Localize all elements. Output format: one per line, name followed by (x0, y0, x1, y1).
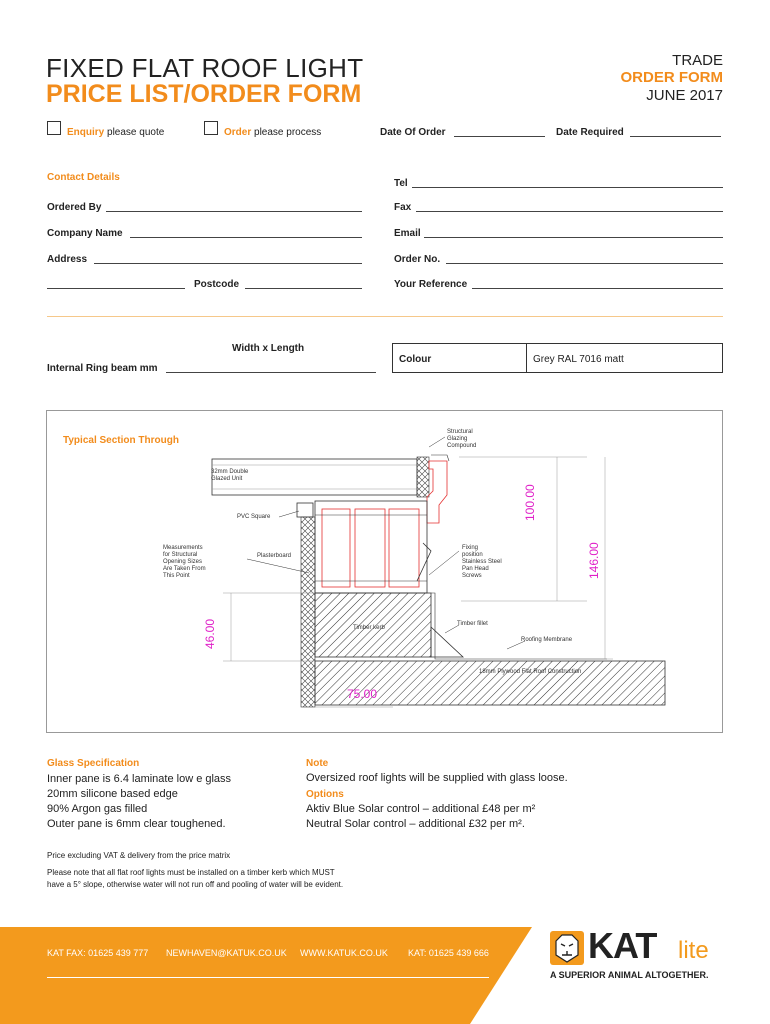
pvc-square-shape (297, 503, 313, 517)
drawing-title: Typical Section Through (63, 435, 179, 446)
timber-fillet-shape (431, 627, 463, 657)
footer-rule (47, 977, 489, 978)
company-name-field[interactable] (130, 237, 362, 238)
ordered-by-label: Ordered By (47, 202, 102, 213)
order-no-field[interactable] (446, 263, 723, 264)
tel-field[interactable] (412, 187, 723, 188)
footnote-kerb-2: have a 5° slope, otherwise water will not run off and pooling of water will be evident. (47, 880, 344, 889)
glass-spec-line: Outer pane is 6mm clear toughened. (47, 818, 226, 830)
note-heading: Note (306, 758, 329, 769)
label-measurements: Measurements for Structural Opening Sizes Are Taken From This Point (163, 545, 206, 579)
date-label: JUNE 2017 (646, 87, 723, 104)
options-heading: Options (306, 789, 344, 800)
glass-spec-line: 90% Argon gas filled (47, 803, 148, 815)
order-no-label: Order No. (394, 254, 441, 265)
dim-100: 100.00 (523, 484, 537, 521)
katlite-logo (550, 927, 724, 975)
section-svg (47, 411, 722, 732)
colour-value: Grey RAL 7016 matt (533, 354, 624, 365)
label-timber-fillet: Timber fillet (457, 621, 488, 627)
footer (0, 927, 770, 1024)
email-field[interactable] (424, 237, 723, 238)
postcode-field[interactable] (245, 288, 362, 289)
label-structural-glazing: Structural Glazing Compound (447, 429, 477, 449)
address-line2-field[interactable] (47, 288, 185, 289)
your-reference-label: Your Reference (394, 279, 468, 290)
footer-tagline: A SUPERIOR ANIMAL ALTOGETHER. (550, 970, 709, 980)
fax-field[interactable] (416, 211, 723, 212)
ordered-by-field[interactable] (106, 211, 362, 212)
date-of-order-field[interactable] (454, 136, 545, 137)
dim-75: 75.00 (347, 687, 378, 701)
contact-details-heading: Contact Details (47, 172, 120, 183)
trade-label: TRADE (672, 52, 723, 69)
glass-spec-heading: Glass Specification (47, 758, 140, 769)
dim-46: 46.00 (203, 618, 217, 649)
order-form-label: ORDER FORM (620, 69, 723, 86)
tiger-icon (550, 931, 584, 965)
enquiry-checkbox[interactable] (47, 121, 61, 135)
dim-146: 146.00 (587, 542, 601, 579)
page-title-line2: PRICE LIST/ORDER FORM (46, 80, 362, 108)
logo-kat: KAT (588, 925, 657, 966)
fax-label: Fax (394, 202, 412, 213)
note-text: Oversized roof lights will be supplied with glass loose. (306, 772, 568, 784)
company-name-label: Company Name (47, 228, 123, 239)
logo-lite: lite (678, 937, 709, 964)
address-label: Address (47, 254, 88, 265)
date-required-field[interactable] (630, 136, 721, 137)
internal-ring-field[interactable] (166, 372, 376, 373)
label-plywood: 18mm Plywood Flat Roof Construction (479, 669, 582, 675)
glass-spec-list (47, 772, 231, 832)
postcode-label: Postcode (194, 279, 240, 290)
option-neutral: Neutral Solar control – additional £32 per m². (306, 818, 525, 830)
address-field[interactable] (94, 263, 362, 264)
glass-spec-line: Inner pane is 6.4 laminate low e glass (47, 773, 232, 785)
order-checkbox[interactable] (204, 121, 218, 135)
option-aktiv-blue: Aktiv Blue Solar control – additional £48 per m² (306, 803, 536, 815)
email-label: Email (394, 228, 421, 239)
label-fixing: Fixing position Stainless Steel Pan Head Screws (462, 545, 502, 579)
width-length-label: Width x Length (232, 343, 305, 354)
plasterboard-shape (301, 517, 315, 707)
your-reference-field[interactable] (472, 288, 723, 289)
footer-website[interactable]: WWW.KATUK.CO.UK (300, 948, 388, 958)
footer-tel: KAT: 01625 439 666 (408, 948, 489, 958)
glass-spec-line: 20mm silicone based edge (47, 788, 178, 800)
order-label: Order please process (224, 127, 322, 138)
label-pvc-square: PVC Square (237, 514, 271, 520)
footnote-price: Price excluding VAT & delivery from the price matrix (47, 851, 231, 860)
footer-email[interactable]: NEWHAVEN@KATUK.CO.UK (166, 948, 287, 958)
section-divider (47, 316, 723, 317)
internal-ring-label: Internal Ring beam mm (47, 363, 158, 374)
label-plasterboard: Plasterboard (257, 553, 292, 559)
date-required-label: Date Required (556, 127, 624, 138)
colour-divider (526, 344, 527, 372)
footnote-kerb-1: Please note that all flat roof lights must be installed on a timber kerb which MUST (47, 868, 335, 877)
colour-table (392, 343, 723, 373)
label-roofing-membrane: Roofing Membrane (521, 637, 573, 643)
label-timber-kerb: Timber kerb (353, 625, 385, 631)
date-of-order-label: Date Of Order (380, 127, 446, 138)
enquiry-label: Enquiry please quote (67, 127, 165, 138)
label-glazed-unit: 32mm Double Glazed Unit (211, 469, 249, 482)
page-title-line1: FIXED FLAT ROOF LIGHT (46, 53, 364, 83)
tel-label: Tel (394, 178, 408, 189)
section-drawing (46, 410, 723, 733)
footer-fax: KAT FAX: 01625 439 777 (47, 948, 149, 958)
colour-label: Colour (399, 354, 432, 365)
